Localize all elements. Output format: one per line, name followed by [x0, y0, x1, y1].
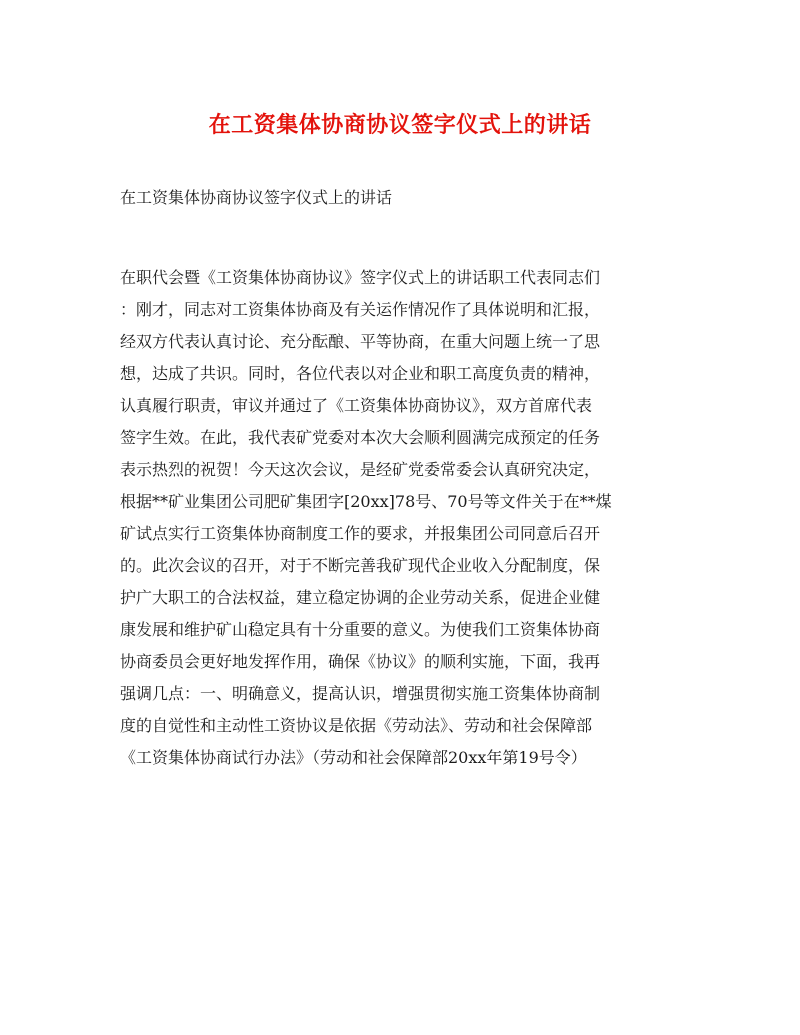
- body-line: 护广大职工的合法权益，建立稳定协调的企业劳动关系，促进企业健: [120, 588, 601, 607]
- body-line: 协商委员会更好地发挥作用，确保《协议》的顺利实施，下面，我再: [120, 652, 601, 671]
- document-body: [120, 262, 682, 774]
- body-line: 认真履行职责，审议并通过了《工资集体协商协议》，双方首席代表: [120, 396, 593, 415]
- body-line: ：刚才，同志对工资集体协商及有关运作情况作了具体说明和汇报，: [120, 300, 601, 319]
- body-line: 矿试点实行工资集体协商制度工作的要求，并报集团公司同意后召开: [120, 524, 601, 543]
- body-line: 签字生效。在此，我代表矿党委对本次大会顺利圆满完成预定的任务: [120, 428, 601, 447]
- body-line: 根据**矿业集团公司肥矿集团字[20xx]78号、70号等文件关于在**煤: [120, 492, 612, 511]
- body-line: 《工资集体协商试行办法》（劳动和社会保障部20xx年第19号令）: [120, 748, 587, 767]
- document-title: 在工资集体协商协议签字仪式上的讲话: [208, 112, 592, 138]
- document-subtitle: 在工资集体协商协议签字仪式上的讲话: [120, 188, 393, 207]
- body-line: 在职代会暨《工资集体协商协议》签字仪式上的讲话职工代表同志们: [120, 268, 601, 287]
- body-line: 的。此次会议的召开，对于不断完善我矿现代企业收入分配制度，保: [120, 556, 601, 575]
- body-line: 度的自觉性和主动性工资协议是依据《劳动法》、劳动和社会保障部: [120, 716, 593, 735]
- body-line: 康发展和维护矿山稳定具有十分重要的意义。为使我们工资集体协商: [120, 620, 601, 639]
- body-line: 表示热烈的祝贺！今天这次会议，是经矿党委常委会认真研究决定，: [120, 460, 601, 479]
- body-line: 经双方代表认真讨论、充分酝酿、平等协商，在重大问题上统一了思: [120, 332, 601, 351]
- body-line: 强调几点：一、明确意义，提高认识，增强贯彻实施工资集体协商制: [120, 684, 601, 703]
- body-line: 想，达成了共识。同时，各位代表以对企业和职工高度负责的精神，: [120, 364, 601, 383]
